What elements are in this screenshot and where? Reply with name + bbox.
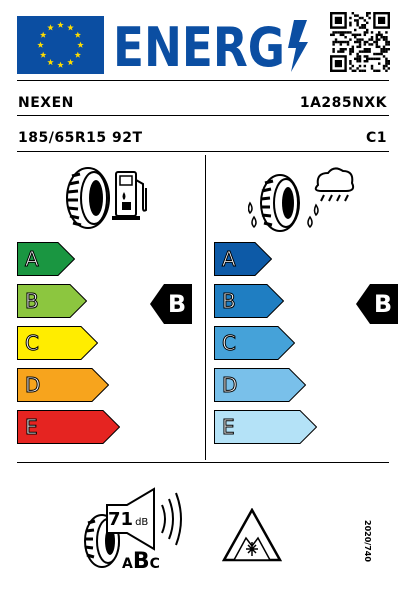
fuel-scale [17, 242, 127, 452]
noise-value-box [108, 509, 152, 531]
fuel-pump-icon [112, 172, 146, 220]
fuel-bar-d [17, 368, 109, 402]
tyre-icon [67, 168, 109, 228]
wet-grip-bar-d [214, 368, 306, 402]
fuel-bar-letter: C [25, 331, 39, 355]
noise-value: 71 [108, 509, 134, 530]
tyre-icon [261, 175, 299, 231]
lightning-icon [288, 20, 308, 72]
noise-class-c: C [149, 556, 160, 572]
sound-waves-icon [162, 493, 181, 545]
fuel-bar-letter: B [25, 289, 39, 313]
fuel-rating-badge [150, 284, 192, 324]
fuel-bar-letter: E [25, 415, 38, 439]
section-divider [205, 155, 206, 460]
wet-grip-bar-letter: A [222, 247, 236, 271]
tyre-class: C1 [365, 130, 387, 146]
fuel-bar-c [17, 326, 98, 360]
wet-grip-bar-c [214, 326, 295, 360]
divider [17, 462, 389, 463]
fuel-bar-b [17, 284, 87, 318]
regulation-number: 2020/740 [363, 520, 372, 562]
divider [17, 115, 389, 116]
wet-grip-bar-letter: C [222, 331, 236, 355]
fuel-bar-e [17, 410, 120, 444]
wet-grip-icon [248, 165, 358, 235]
wet-grip-bar-b [214, 284, 284, 318]
eu-flag-icon [17, 16, 104, 74]
noise-class [122, 549, 192, 573]
noise-icon [82, 485, 192, 575]
rain-cloud-icon [316, 168, 353, 201]
wet-grip-rating-letter: B [373, 290, 393, 318]
noise-unit: dB [135, 517, 149, 528]
wet-grip-bar-letter: E [222, 415, 235, 439]
fuel-bar-a [17, 242, 75, 276]
energy-title [113, 10, 313, 76]
snow-grip-icon [222, 508, 282, 562]
divider [17, 151, 389, 152]
model-code: 1A285NXK [299, 95, 387, 111]
fuel-efficiency-icon [60, 162, 160, 232]
divider [17, 80, 389, 81]
fuel-bar-letter: D [25, 373, 41, 397]
wet-grip-scale [214, 242, 324, 452]
noise-class-a: A [122, 556, 133, 572]
qr-code-icon [330, 12, 390, 72]
wet-grip-bar-letter: B [222, 289, 236, 313]
fuel-rating-letter: B [167, 290, 187, 318]
wet-grip-bar-letter: D [222, 373, 238, 397]
tyre-size: 185/65R15 92T [18, 130, 143, 146]
fuel-bar-letter: A [25, 247, 39, 271]
wet-grip-rating-badge [356, 284, 398, 324]
wet-grip-bar-e [214, 410, 317, 444]
wet-grip-bar-a [214, 242, 272, 276]
energy-title-text: ENERG [113, 16, 285, 76]
brand-name: NEXEN [18, 95, 74, 111]
noise-class-b: B [132, 549, 150, 574]
